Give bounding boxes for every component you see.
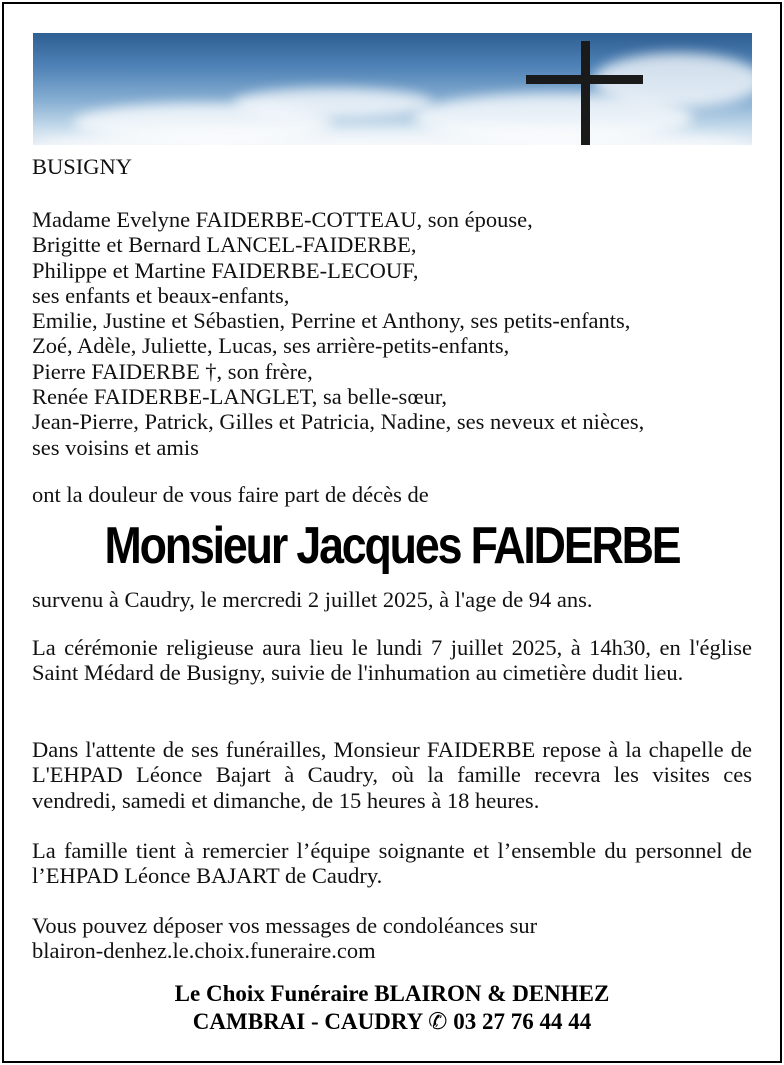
family-line: ses voisins et amis bbox=[32, 434, 199, 460]
ceremony-paragraph: La cérémonie religieuse aura lieu le lundi 7 juillet 2025, à 14h30, en l'église Saint Médard de Busigny, suivie de l'inhumation au cimetière dudit lieu. bbox=[32, 635, 752, 686]
deceased-name: Monsieur Jacques FAIDERBE bbox=[104, 517, 680, 575]
funeral-home-name: Le Choix Funéraire BLAIRON & DENHEZ bbox=[174, 981, 610, 1006]
announcement: ont la douleur de vous faire part de décès de bbox=[32, 482, 429, 507]
location: BUSIGNY bbox=[32, 154, 133, 179]
family-line: Jean-Pierre, Patrick, Gilles et Patricia, Nadine, ses neveux et nièces, bbox=[32, 409, 645, 435]
family-line: Emilie, Justine et Sébastien, Perrine et Anthony, ses petits-enfants, bbox=[32, 308, 631, 334]
family-line: Madame Evelyne FAIDERBE-COTTEAU, son épouse, bbox=[32, 207, 533, 232]
thanks-paragraph: La famille tient à remercier l’équipe soignante et l’ensemble du personnel de l’EHPAD Léonce BAJART de Caudry. bbox=[32, 838, 752, 889]
funeral-home-contact bbox=[0, 1008, 784, 1036]
rest-place-paragraph: Dans l'attente de ses funérailles, Monsieur FAIDERBE repose à la chapelle de L'EHPAD Léonce Bajart à Caudry, où la famille recevra les visites ces vendredi, samedi et dimanche, de 15 heures à 18 heures. bbox=[32, 737, 752, 813]
sky-cross-banner bbox=[33, 33, 752, 145]
cross-icon bbox=[581, 41, 590, 145]
family-line: ses enfants et beaux-enfants, bbox=[32, 282, 290, 308]
family-line: Philippe et Martine FAIDERBE-LECOUF, bbox=[32, 257, 419, 283]
death-info: survenu à Caudry, le mercredi 2 juillet 2025, à l'age de 94 ans. bbox=[32, 587, 593, 612]
family-line: Renée FAIDERBE-LANGLET, sa belle-sœur, bbox=[32, 384, 448, 410]
family-line: Brigitte et Bernard LANCEL-FAIDERBE, bbox=[32, 232, 417, 258]
family-line: Pierre FAIDERBE †, son frère, bbox=[32, 358, 313, 384]
family-line: Zoé, Adèle, Juliette, Lucas, ses arrière-petits-enfants, bbox=[32, 333, 510, 359]
condolences-website: blairon-denhez.le.choix.funeraire.com bbox=[32, 938, 376, 964]
funeral-home-cities: CAMBRAI - CAUDRY bbox=[192, 1009, 423, 1034]
phone-number: 03 27 76 44 44 bbox=[453, 1009, 592, 1034]
phone-icon: ✆ bbox=[428, 1009, 448, 1034]
condolences: Vous pouvez déposer vos messages de condoléances sur blairon-denhez.le.choix.funeraire.com bbox=[32, 913, 752, 964]
family-list bbox=[32, 207, 752, 460]
